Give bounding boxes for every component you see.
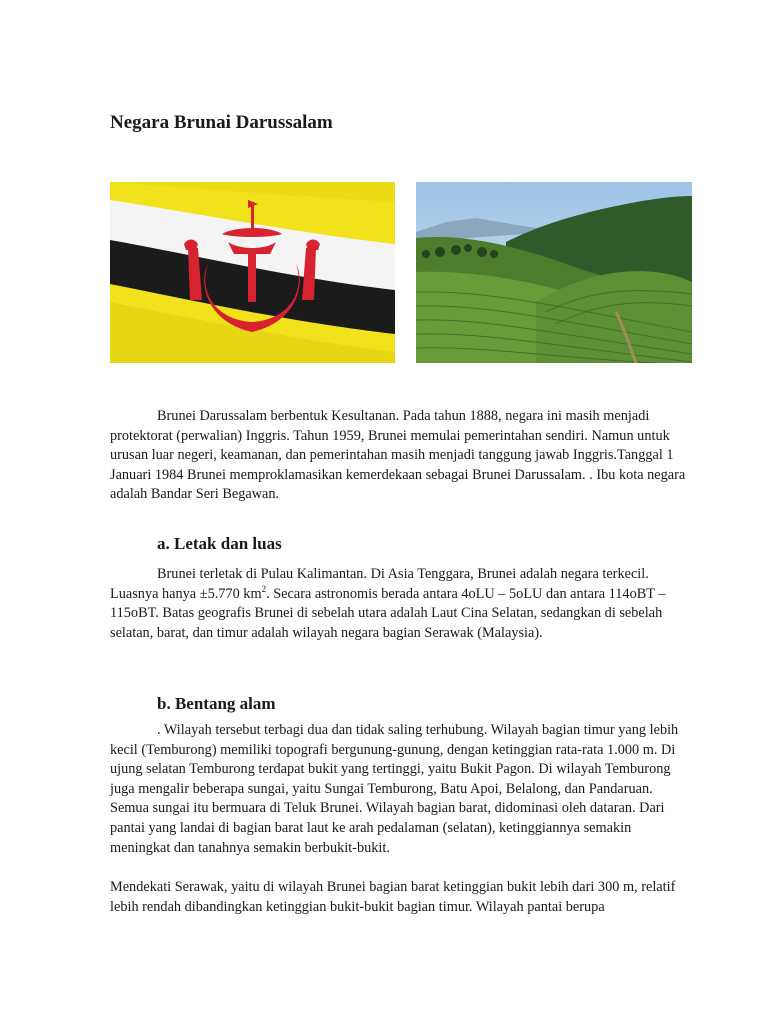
letak-paragraph	[110, 565, 692, 643]
heading-bentang-alam: b. Bentang alam	[157, 694, 276, 713]
intro-paragraph: Brunei Darussalam berbentuk Kesultanan. Pada tahun 1888, negara ini masih menjadi protektorat (perwalian) Inggris. Tahun 1959, Brunei memulai pemerintahan sendiri. Namun untuk urusan luar negeri, keamanan, dan pemerintahan masih menjadi tanggung jawab Inggris.Tanggal 1 Januari 1984 Brunei memproklamasikan kemerdekaan sebagai Brunei Darussalam. . Ibu kota negara adalah Bandar Seri Begawan.	[110, 408, 686, 503]
letak-superscript: 2	[261, 583, 267, 594]
heading-letak-dan-luas: a. Letak dan luas	[157, 534, 282, 553]
landscape-illustration	[416, 182, 692, 363]
brunei-flag-image	[110, 182, 395, 363]
letak-text-part2: . Secara astronomis berada antara 4oLU – 5oLU dan antara 114oBT – 115oBT. Batas geografis Brunei di sebelah utara adalah Laut Cina Selatan, sedangkan di sebelah selatan, barat, dan timur adalah wilayah negara bagian Serawak (Malaysia).	[110, 585, 666, 641]
bentang-paragraph: . Wilayah tersebut terbagi dua dan tidak saling terhubung. Wilayah bagian timur yang lebih kecil (Temburong) memiliki topografi bergunung-gunung, dengan ketinggian rata-rata 1.000 m. Di ujung selatan Temburong terdapat bukit yang tertinggi, yaitu Bukit Pagon. Di wilayah Temburong juga mengalir beberapa sungai, yaitu Sungai Temburong, Batu Apoi, Belalong, dan Pandaruan. Semua sungai itu bermuara di Teluk Brunei. Wilayah bagian barat, didominasi oleh dataran. Dari pantai yang landai di bagian barat laut ke arah pedalaman (selatan), ketinggiannya semakin meningkat dan tanahnya semakin berbukit-bukit.	[110, 722, 679, 856]
letak-text-part1: Brunei terletak di Pulau Kalimantan. Di Asia Tenggara, Brunei adalah negara terkecil. Luasnya hanya ±5.770 km	[110, 566, 649, 602]
page-title: Negara Brunai Darussalam	[110, 112, 333, 133]
flag-illustration	[110, 182, 395, 363]
serawak-paragraph: Mendekati Serawak, yaitu di wilayah Brunei bagian barat ketinggian bukit lebih dari 300 m, relatif lebih rendah dibandingkan ketinggian bukit-bukit bagian timur. Wilayah pantai berupa	[110, 879, 676, 915]
tea-plantation-image	[416, 182, 692, 363]
